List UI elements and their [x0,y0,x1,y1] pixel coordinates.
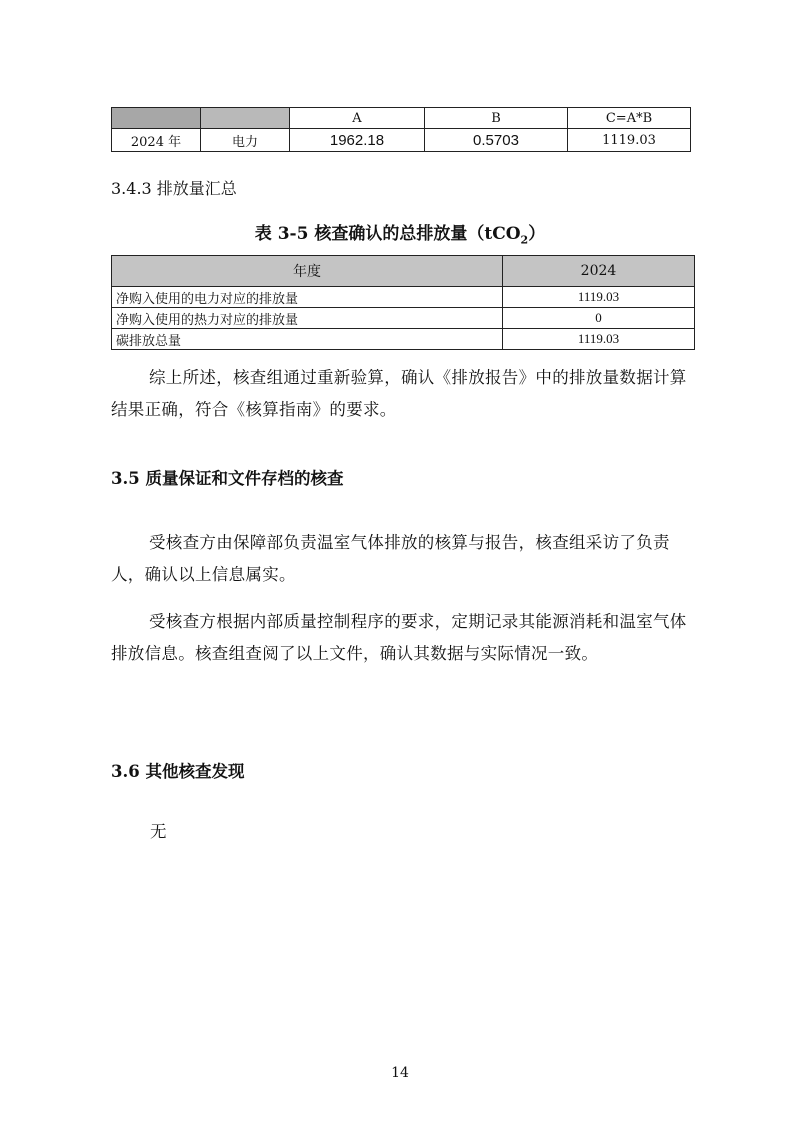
paragraph-text: 综上所述，核查组通过重新验算，确认《排放报告》中的排放量数据计算结果正确，符合《核算指南》的要求。 [111,368,687,419]
table-cell: 1962.18 [290,129,425,152]
paragraph [111,606,695,670]
none-text: 无 [150,822,167,841]
row-value: 1119.03 [503,329,695,350]
table-cell [201,108,290,129]
paragraph [111,362,695,426]
page-number: 14 [391,1065,409,1081]
table-header-row [112,108,691,129]
emission-calc-table [111,107,691,152]
subsection-heading: 3.4.3 排放量汇总 [111,179,237,198]
table-cell: 0.5703 [425,129,568,152]
table-title [0,219,800,246]
table-header-row [112,256,695,287]
table-row [112,308,695,329]
table-cell: C=A*B [568,108,691,129]
section-heading: 3.5 质量保证和文件存档的核查 [111,469,344,488]
table-cell [112,108,201,129]
table-title-close: ） [528,224,546,244]
section-heading: 3.6 其他核查发现 [111,762,245,781]
table-cell: A [290,108,425,129]
table-header-year-label: 年度 [112,256,503,287]
total-emission-table [111,255,695,350]
table-cell: 1119.03 [568,129,691,152]
row-label: 净购入使用的热力对应的排放量 [112,308,503,329]
paragraph [111,527,695,591]
paragraph-text: 受核查方根据内部质量控制程序的要求，定期记录其能源消耗和温室气体排放信息。核查组查阅了以上文件，确认其数据与实际情况一致。 [111,612,687,663]
table-row [112,287,695,308]
row-value: 1119.03 [503,287,695,308]
table-cell: 电力 [201,129,290,152]
table-cell: 2024 年 [112,129,201,152]
row-label: 净购入使用的电力对应的排放量 [112,287,503,308]
table-row [112,329,695,350]
row-label: 碳排放总量 [112,329,503,350]
table-header-year: 2024 [503,256,695,287]
row-value: 0 [503,308,695,329]
table-row [112,129,691,152]
table-title-subscript: 2 [520,233,529,247]
paragraph-text: 受核查方由保障部负责温室气体排放的核算与报告，核查组采访了负责人，确认以上信息属实。 [111,533,670,584]
table-title-text: 表 3-5 核查确认的总排放量（tCO [254,224,521,244]
table-cell: B [425,108,568,129]
